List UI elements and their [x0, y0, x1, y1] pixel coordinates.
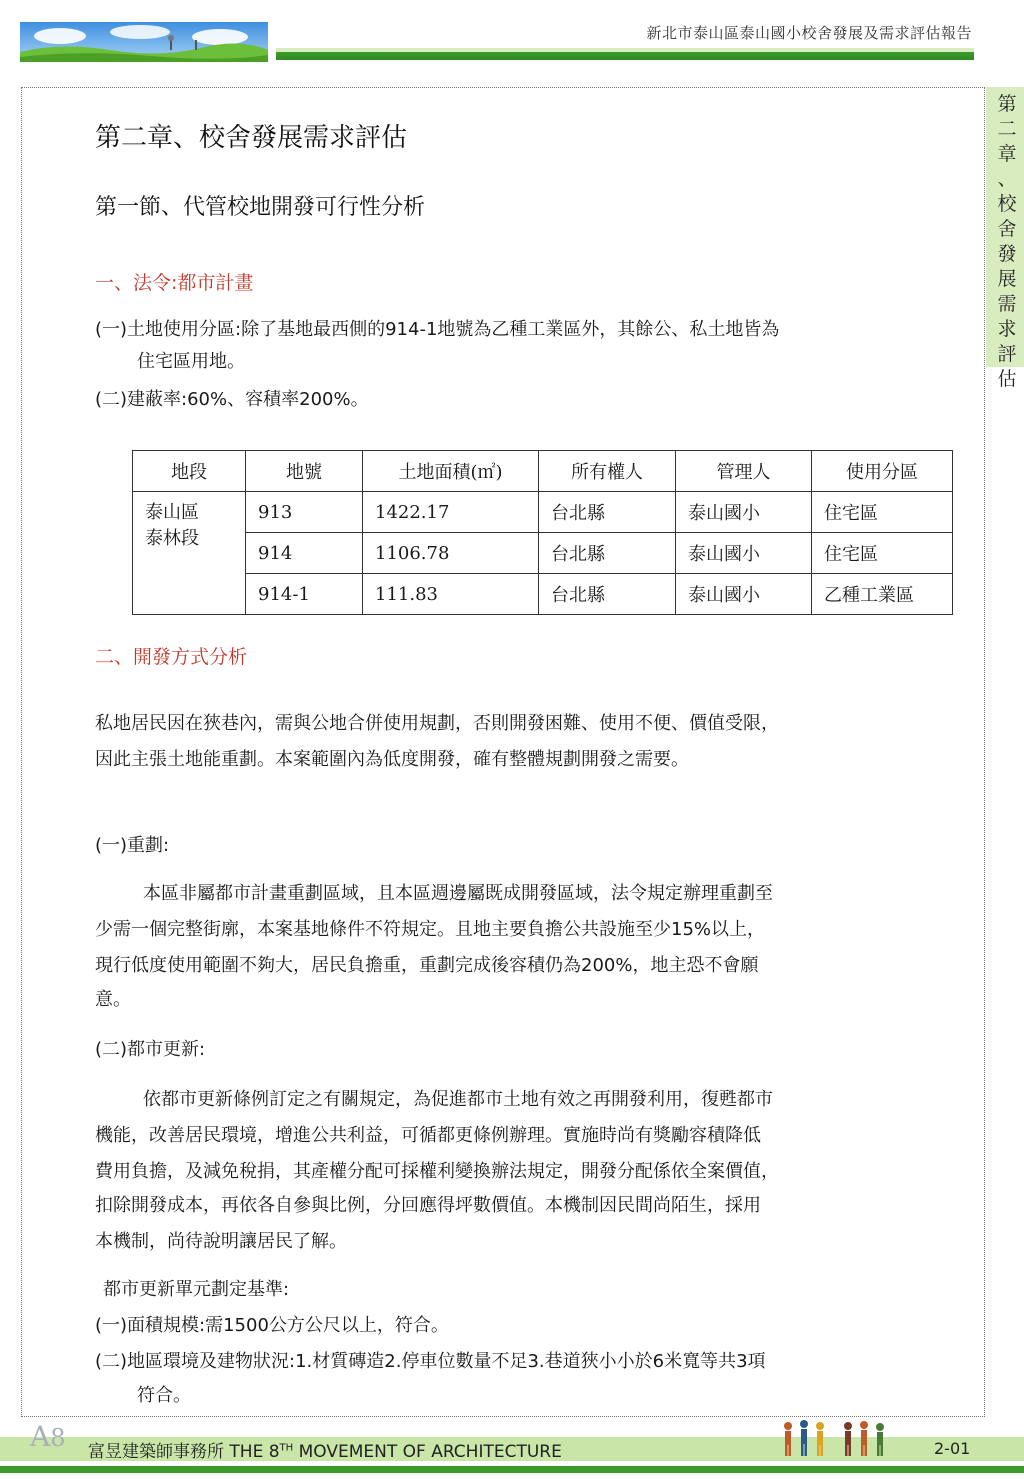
segment-line1: 泰山區 — [145, 502, 199, 523]
side-tab-char: 、 — [997, 168, 1017, 190]
company-en-pre: THE 8 — [229, 1442, 280, 1462]
firm-logo — [30, 1420, 66, 1453]
part1-item1-line2: 住宅區用地。 — [137, 351, 245, 372]
side-tab-char: 發 — [997, 243, 1017, 265]
criteria-item1: (一)面積規模:需1500公方公尺以上，符合。 — [95, 1315, 449, 1336]
table-cell-area: 1422.17 — [363, 492, 539, 533]
company-cn: 富昱建築師事務所 — [88, 1442, 224, 1462]
header-green-bar — [276, 48, 974, 60]
table-cell-area: 1106.78 — [363, 533, 539, 574]
table-cell-number: 913 — [246, 492, 363, 533]
table-header-area: 土地面積(㎡) — [363, 451, 539, 492]
table-cell-number: 914 — [246, 533, 363, 574]
header-banner-image — [20, 22, 268, 62]
part2-sub2-title: (二)都市更新: — [95, 1039, 206, 1060]
side-tab-char: 第 — [997, 93, 1017, 115]
part1-item2: (二)建蔽率:60%、容積率200%。 — [95, 389, 369, 410]
criteria-title: 都市更新單元劃定基準: — [103, 1279, 290, 1300]
table-cell-owner: 台北縣 — [539, 533, 676, 574]
side-tab-char: 需 — [997, 293, 1017, 315]
part1-item1-line1: (一)土地使用分區:除了基地最西側的914-1地號為乙種工業區外，其餘公、私土地皆為 — [95, 319, 780, 340]
table-cell-number: 914-1 — [246, 574, 363, 615]
footer-company-name — [88, 1437, 562, 1462]
footer-bottom-line — [0, 1466, 1024, 1473]
side-tab-char: 章 — [997, 143, 1017, 165]
table-cell-segment — [133, 492, 246, 615]
part2-sub2-line4: 扣除開發成本，再依各自參與比例，分回應得坪數價值。本機制因民間尚陌生，採用 — [95, 1195, 761, 1216]
part2-intro-line2: 因此主張土地能重劃。本案範圍內為低度開發，確有整體規劃開發之需要。 — [95, 749, 689, 770]
table-cell-manager: 泰山國小 — [676, 574, 812, 615]
footer-people-figures-icon — [776, 1416, 896, 1458]
side-tab-char: 求 — [997, 318, 1017, 340]
table-header-zone: 使用分區 — [812, 451, 953, 492]
company-en-post: MOVEMENT OF ARCHITECTURE — [298, 1442, 562, 1462]
part2-sub1-line2: 少需一個完整街廓，本案基地條件不符規定。且地主要負擔公共設施至少15%以上， — [95, 919, 766, 940]
table-header-number: 地號 — [246, 451, 363, 492]
side-tab-char: 評 — [997, 343, 1017, 365]
part2-sub1-line3: 現行低度使用範圍不夠大，居民負擔重，重劃完成後容積仍為200%，地主恐不會願 — [95, 955, 759, 976]
side-tab-char: 展 — [997, 268, 1017, 290]
chapter-title: 第二章、校舍發展需求評估 — [95, 123, 408, 153]
report-title: 新北市泰山區泰山國小校舍發展及需求評估報告 — [646, 24, 972, 42]
table-cell-owner: 台北縣 — [539, 574, 676, 615]
part2-sub1-title: (一)重劃: — [95, 835, 170, 856]
table-header-manager: 管理人 — [676, 451, 812, 492]
table-row — [133, 492, 953, 533]
side-tab-char: 二 — [997, 118, 1017, 140]
side-tab-char: 估 — [997, 368, 1017, 390]
table-header-owner: 所有權人 — [539, 451, 676, 492]
criteria-item2-line2: 符合。 — [137, 1385, 191, 1406]
table-cell-manager: 泰山國小 — [676, 492, 812, 533]
logo-number: 8 — [50, 1424, 66, 1452]
criteria-item2-line1: (二)地區環境及建物狀況:1.材質磚造2.停車位數量不足3.巷道狹小小於6米寬等共3項 — [95, 1351, 766, 1372]
table-cell-area: 111.83 — [363, 574, 539, 615]
part2-heading: 二、開發方式分析 — [95, 646, 248, 668]
part2-sub1-line1: 本區非屬都市計畫重劃區域，且本區週邊屬既成開發區域，法令規定辦理重劃至 — [143, 883, 773, 904]
part2-sub2-line1: 依都市更新條例訂定之有關規定，為促進都市土地有效之再開發利用，復甦都市 — [143, 1089, 773, 1110]
part2-intro-line1: 私地居民因在狹巷內，需與公地合併使用規劃，否則開發困難、使用不便、價值受限， — [95, 713, 779, 734]
section-title: 第一節、代管校地開發可行性分析 — [95, 195, 426, 220]
chapter-side-tab-label — [996, 92, 1018, 392]
part1-heading: 一、法令:都市計畫 — [95, 272, 254, 294]
part2-sub2-line5: 本機制，尚待說明讓居民了解。 — [95, 1231, 347, 1252]
segment-line2: 泰林段 — [145, 528, 199, 549]
part2-sub2-line3: 費用負擔，及減免稅捐，其產權分配可採權利變換辦法規定，開發分配係依全案價值， — [95, 1161, 779, 1182]
land-table — [132, 450, 953, 615]
table-cell-manager: 泰山國小 — [676, 533, 812, 574]
part2-sub1-line4: 意。 — [95, 989, 131, 1010]
part2-sub2-line2: 機能，改善居民環境，增進公共利益，可循都更條例辦理。實施時尚有獎勵容積降低 — [95, 1125, 761, 1146]
logo-letter: A — [30, 1420, 51, 1453]
side-tab-char: 校 — [997, 193, 1017, 215]
table-cell-owner: 台北縣 — [539, 492, 676, 533]
table-cell-zone: 乙種工業區 — [812, 574, 953, 615]
table-row — [133, 574, 953, 615]
table-cell-zone: 住宅區 — [812, 533, 953, 574]
page-number: 2-01 — [934, 1439, 971, 1458]
table-header-row — [133, 451, 953, 492]
table-header-segment: 地段 — [133, 451, 246, 492]
table-row — [133, 533, 953, 574]
side-tab-char: 舍 — [997, 218, 1017, 240]
table-cell-zone: 住宅區 — [812, 492, 953, 533]
company-en-sup: TH — [279, 1442, 294, 1454]
